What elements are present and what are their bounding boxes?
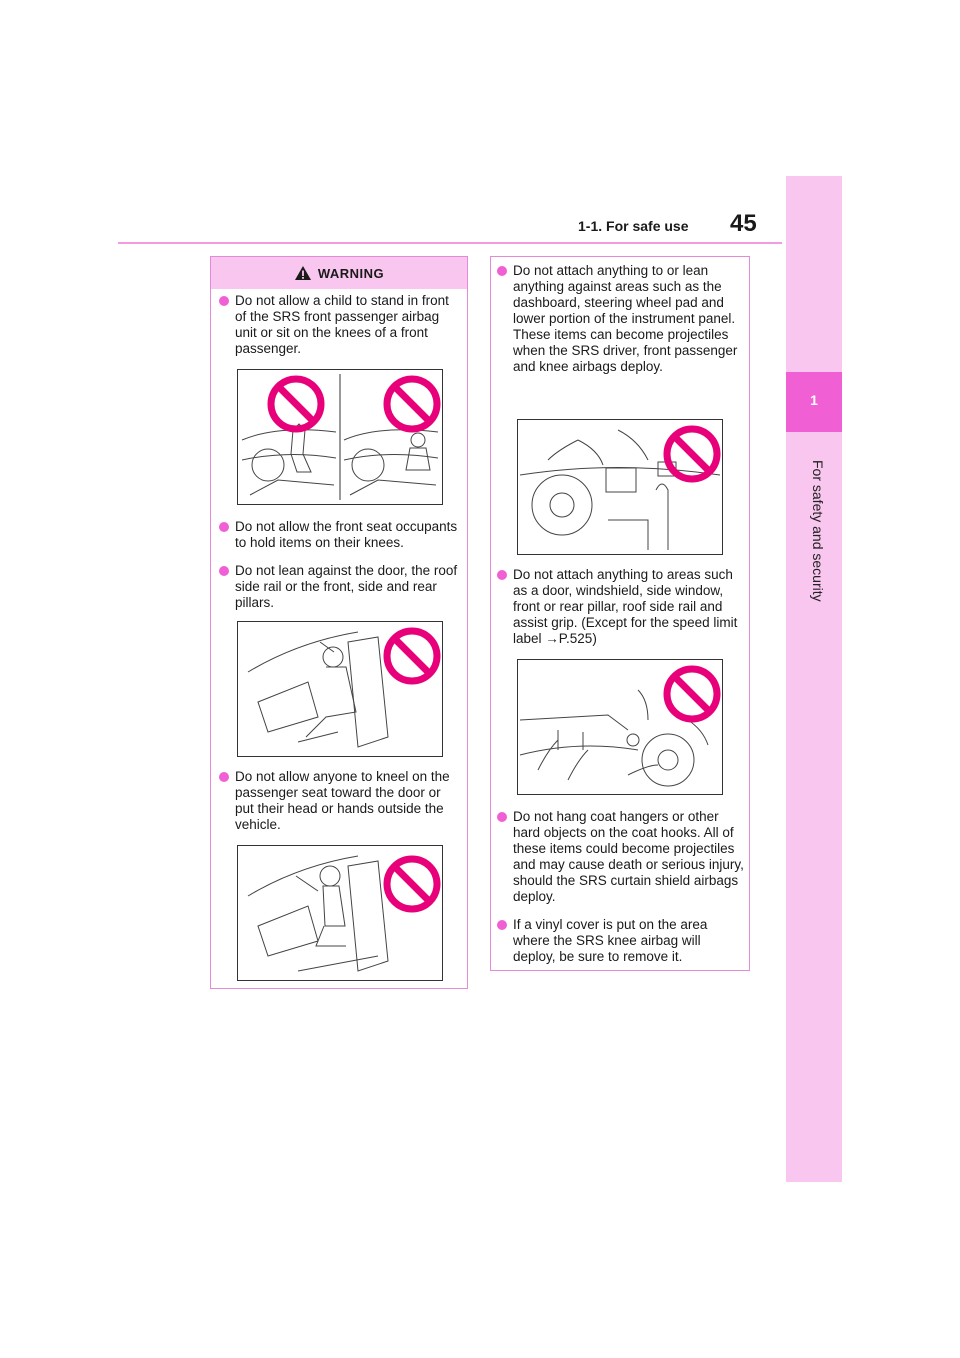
bullet-icon xyxy=(219,522,229,532)
bullet-icon xyxy=(219,772,229,782)
chapter-title: For safety and security xyxy=(810,460,826,602)
bullet-icon xyxy=(497,570,507,580)
header-rule xyxy=(118,242,782,244)
warning-panel-left xyxy=(210,256,468,989)
bullet-icon xyxy=(497,812,507,822)
warning-panel-right xyxy=(490,256,750,971)
chapter-number-box xyxy=(786,372,842,432)
warning-item: Do not allow a child to stand in front of the SRS front passenger airbag unit or sit on the knees of a front passenger. xyxy=(219,293,463,357)
warning-item: If a vinyl cover is put on the area where the SRS knee airbag will deploy, be sure to remove it. xyxy=(497,917,745,965)
bullet-icon xyxy=(219,566,229,576)
warning-item: Do not attach anything to or lean anything against areas such as the dashboard, steering wheel pad and lower portion of the instrument panel. These items can become projectiles when the SRS driver, front passenger and knee airbags deploy. xyxy=(497,263,745,375)
dashboard-items-illustration xyxy=(517,419,723,555)
chapter-number: 1 xyxy=(810,392,818,408)
warning-item: Do not hang coat hangers or other hard objects on the coat hooks. All of these items could become projectiles and may cause death or serious injury, should the SRS curtain shield airbags deploy. xyxy=(497,809,745,905)
bullet-icon xyxy=(219,296,229,306)
kneeling-on-seat-illustration xyxy=(237,845,443,981)
warning-header xyxy=(211,257,467,289)
warning-item: Do not attach anything to areas such as a door, windshield, side window, front or rear pillar, roof side rail and assist grip. (Except for the speed limit label →P.525) xyxy=(497,567,745,647)
section-title: 1-1. For safe use xyxy=(578,218,689,234)
warning-label: WARNING xyxy=(317,265,385,281)
warning-icon xyxy=(294,265,312,281)
leaning-against-door-illustration xyxy=(237,621,443,757)
warning-item: Do not allow the front seat occupants to hold items on their knees. xyxy=(219,519,463,551)
warning-item: Do not allow anyone to kneel on the passenger seat toward the door or put their head or hands outside the vehicle. xyxy=(219,769,463,833)
chapter-side-tab xyxy=(786,176,842,1182)
bullet-icon xyxy=(497,266,507,276)
page-number: 45 xyxy=(730,210,757,237)
prohibition-icon xyxy=(271,379,321,429)
bullet-icon xyxy=(497,920,507,930)
warning-item: Do not lean against the door, the roof side rail or the front, side and rear pillars. xyxy=(219,563,463,611)
door-pillar-attachments-illustration xyxy=(517,659,723,795)
child-standing-illustration xyxy=(237,369,443,505)
